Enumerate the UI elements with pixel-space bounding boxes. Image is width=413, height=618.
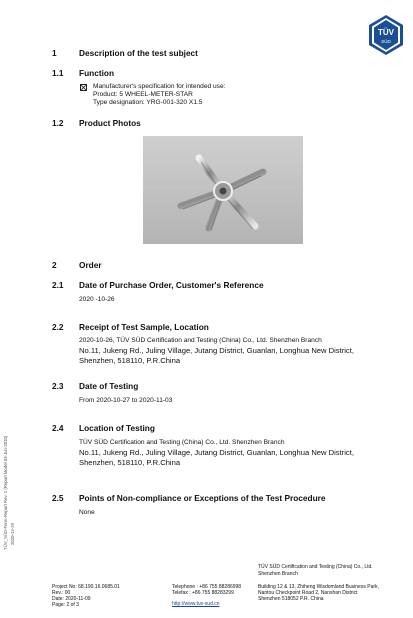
testing-start-date: 2020-10-27 xyxy=(96,397,130,404)
function-line-3: Type designation: YRG-001-320 X1.5 xyxy=(93,99,203,106)
tuv-sud-logo xyxy=(365,14,407,56)
section-2-1-number: 2.1 xyxy=(52,280,64,290)
section-1-2-title: Product Photos xyxy=(79,118,141,128)
section-2-4-number: 2.4 xyxy=(52,423,64,433)
receipt-line-3: Shenzhen, 518110, P.R.China xyxy=(79,356,181,365)
function-line-1: Manufacturer's specification for intended use: xyxy=(93,83,226,90)
footer-company-name: TÜV SÜD Certification and Testing (China) Co., Ltd. xyxy=(258,564,373,570)
location-line-2: No.11, Jukeng Rd., Juling Village, Jutang District, Guanlan, Longhua New District, xyxy=(79,448,354,457)
section-2-2-number: 2.2 xyxy=(52,322,64,332)
logo-sub: SÜD xyxy=(381,39,391,44)
side-text-left: TÜV_SÜD-Form-Report Rev. 1 (Report Model 03-Jun-2010) xyxy=(3,435,8,550)
side-text-right: 2020-12-29 xyxy=(10,523,15,545)
section-2-3-title: Date of Testing xyxy=(79,381,139,391)
testing-from: From xyxy=(79,397,95,404)
logo-brand: TÜV xyxy=(378,28,394,37)
noncompliance-value: None xyxy=(79,509,95,516)
section-2-5-number: 2.5 xyxy=(52,493,64,503)
receipt-line-1: 2020-10-26, TÜV SÜD Certification and Testing (China) Co., Ltd. Shenzhen Branch xyxy=(79,337,322,344)
order-date: 2020 -10-26 xyxy=(79,296,115,303)
footer-company-branch: Shenzhen Branch xyxy=(258,571,298,577)
testing-dates xyxy=(79,397,172,405)
function-line-2: Product: 5 WHEEL-METER-STAR xyxy=(93,91,193,98)
footer-address-3: Shenzhen 518052 P.R. China xyxy=(258,596,324,602)
section-2-5-title: Points of Non-compliance or Exceptions of the Test Procedure xyxy=(79,493,326,503)
footer-telefax: Telefax : +86 755 88283299 xyxy=(172,590,234,596)
receipt-line-2: No.11, Jukeng Rd., Juling Village, Jutang District, Guanlan, Longhua New District, xyxy=(79,346,354,355)
testing-to: to xyxy=(131,397,138,404)
footer-rev: Rev.: 00 xyxy=(52,590,71,596)
section-1-1-number: 1.1 xyxy=(52,68,64,78)
footer-project-no: Project No: 68.190.16.0685.01 xyxy=(52,584,120,590)
side-form-text xyxy=(2,430,16,550)
section-2-2-title: Receipt of Test Sample, Location xyxy=(79,322,209,332)
footer-page: Page: 2 of 3 xyxy=(52,602,79,608)
section-2-title: Order xyxy=(79,260,102,270)
location-line-3: Shenzhen, 518110, P.R.China xyxy=(79,458,181,467)
footer-date: Date: 2020-11-09 xyxy=(52,596,91,602)
section-2-3-number: 2.3 xyxy=(52,381,64,391)
footer-telephone: Telephone : +86 755 88286998 xyxy=(172,584,242,590)
footer-address-2: Nantou Checkpoint Road 2, Nanshan District xyxy=(258,590,358,596)
section-2-4-title: Location of Testing xyxy=(79,423,155,433)
testing-end-date: 2020-11-03 xyxy=(139,397,173,404)
section-1-2-number: 1.2 xyxy=(52,118,64,128)
location-line-1: TÜV SÜD Certification and Testing (China) Co., Ltd. Shenzhen Branch xyxy=(79,439,285,446)
checkbox-icon xyxy=(80,84,87,91)
section-1-1-title: Function xyxy=(79,68,115,78)
footer-address-1: Building 12 & 13, Zhiheng Wisdomland Business Park, xyxy=(258,584,379,590)
section-2-number: 2 xyxy=(52,260,57,270)
section-1-title: Description of the test subject xyxy=(79,48,198,58)
section-1-number: 1 xyxy=(52,48,57,58)
product-photo xyxy=(143,136,303,244)
footer-website-link[interactable]: http://www.tuv-sud.cn xyxy=(172,601,220,607)
section-2-1-title: Date of Purchase Order, Customer's Reference xyxy=(79,280,264,290)
